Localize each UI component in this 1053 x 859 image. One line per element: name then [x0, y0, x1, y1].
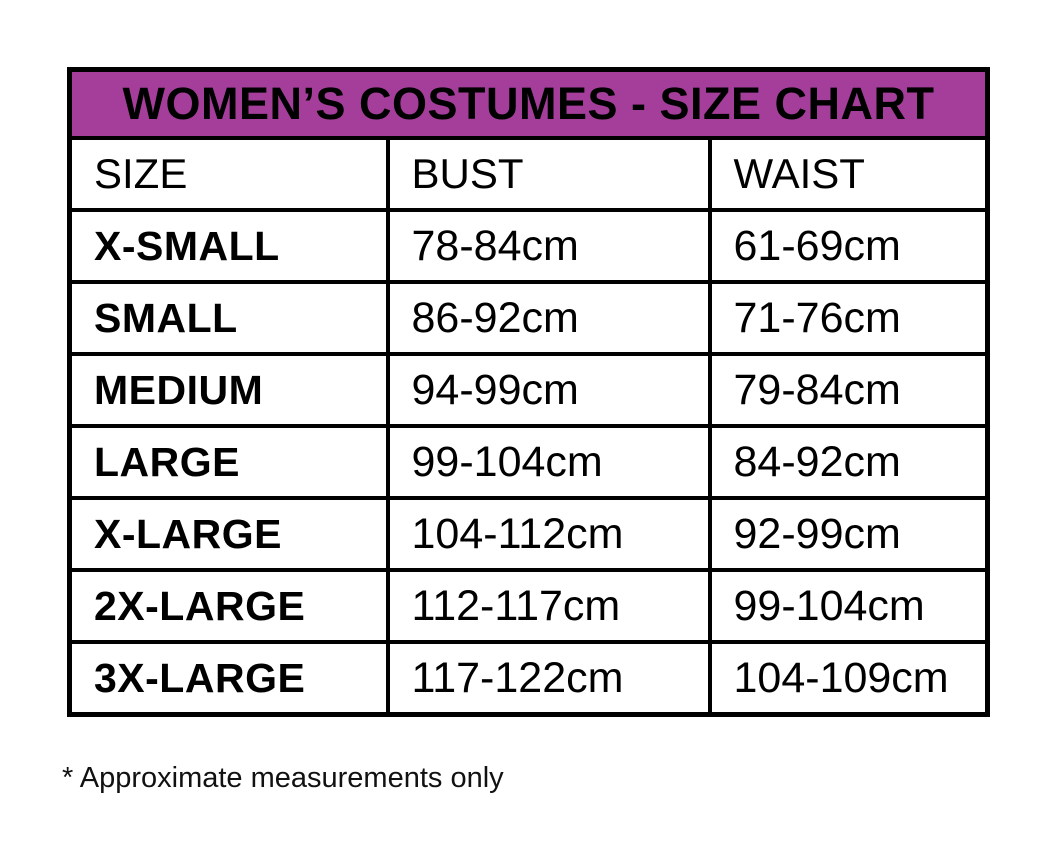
size-name-cell: X-SMALL: [70, 210, 388, 282]
table-row: [70, 210, 988, 282]
table-row: [70, 426, 988, 498]
waist-value-cell: 61-69cm: [710, 210, 988, 282]
table-row: [70, 570, 988, 642]
chart-title: WOMEN’S COSTUMES - SIZE CHART: [70, 70, 988, 139]
size-chart-table: [67, 67, 990, 717]
table-row: [70, 282, 988, 354]
column-header-size: SIZE: [70, 138, 388, 210]
size-name-cell: X-LARGE: [70, 498, 388, 570]
waist-value-cell: 84-92cm: [710, 426, 988, 498]
waist-value-cell: 71-76cm: [710, 282, 988, 354]
size-name-cell: 2X-LARGE: [70, 570, 388, 642]
waist-value-cell: 104-109cm: [710, 642, 988, 715]
waist-value-cell: 99-104cm: [710, 570, 988, 642]
bust-value-cell: 112-117cm: [388, 570, 710, 642]
column-header-row: [70, 138, 988, 210]
size-name-cell: SMALL: [70, 282, 388, 354]
bust-value-cell: 78-84cm: [388, 210, 710, 282]
footnote: * Approximate measurements only: [62, 762, 504, 794]
bust-value-cell: 94-99cm: [388, 354, 710, 426]
column-header-bust: BUST: [388, 138, 710, 210]
size-chart-container: [67, 67, 990, 717]
waist-value-cell: 79-84cm: [710, 354, 988, 426]
chart-title-band: [70, 70, 988, 139]
size-name-cell: 3X-LARGE: [70, 642, 388, 715]
size-name-cell: MEDIUM: [70, 354, 388, 426]
bust-value-cell: 117-122cm: [388, 642, 710, 715]
size-name-cell: LARGE: [70, 426, 388, 498]
waist-value-cell: 92-99cm: [710, 498, 988, 570]
table-row: [70, 642, 988, 715]
bust-value-cell: 99-104cm: [388, 426, 710, 498]
bust-value-cell: 104-112cm: [388, 498, 710, 570]
column-header-waist: WAIST: [710, 138, 988, 210]
bust-value-cell: 86-92cm: [388, 282, 710, 354]
table-row: [70, 498, 988, 570]
table-row: [70, 354, 988, 426]
